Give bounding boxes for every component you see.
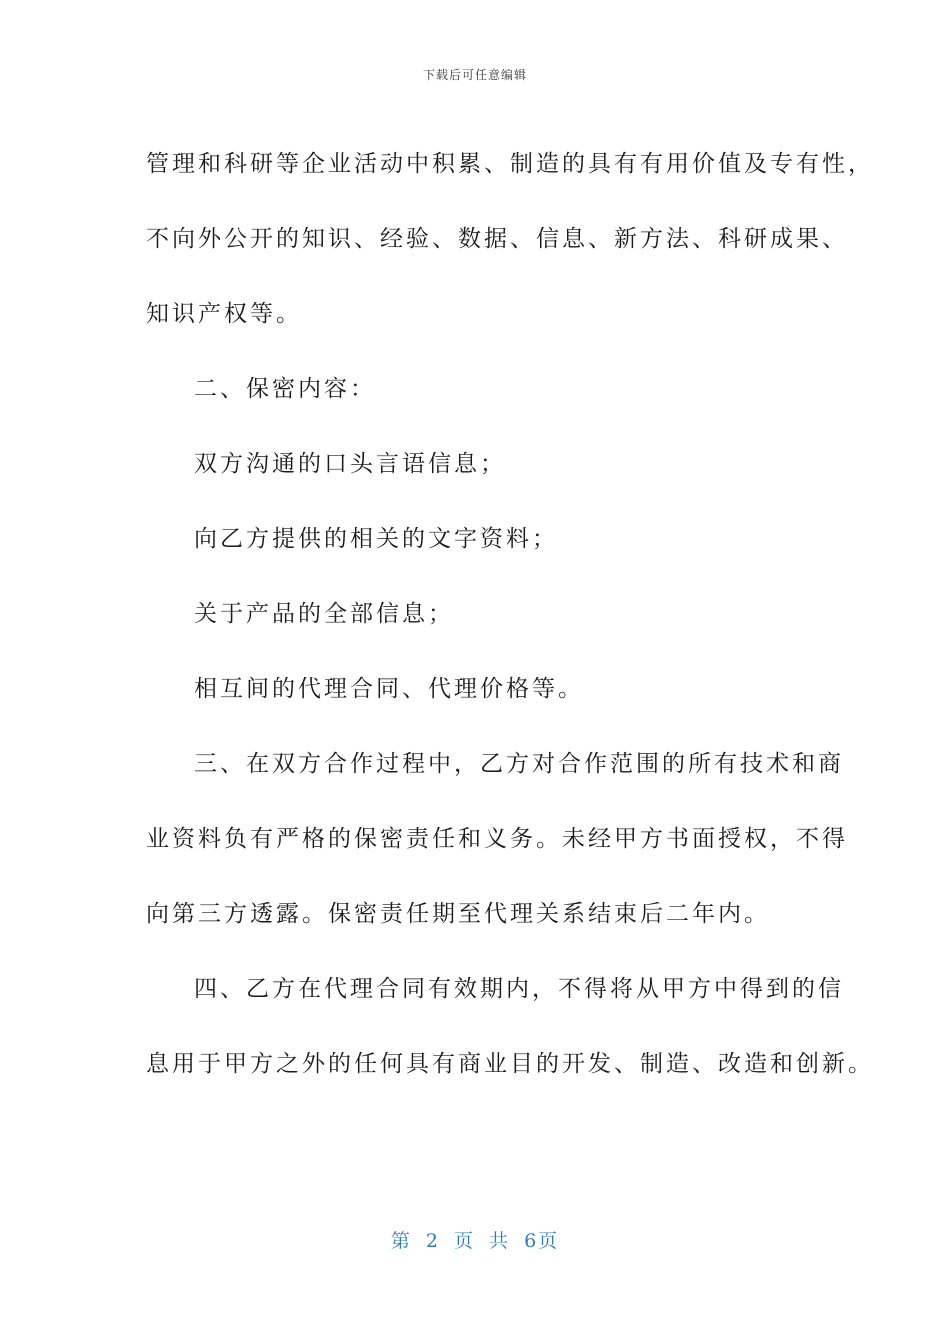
page-number-footer: 第 2 页 共 6页	[390, 1230, 560, 1252]
document-body	[146, 127, 874, 1102]
paragraph-line: 四、乙方在代理合同有效期内，不得将从甲方中得到的信	[194, 976, 844, 1002]
paragraph-line: 知识产权等。	[146, 301, 302, 327]
section-heading: 二、保密内容：	[194, 376, 376, 402]
paragraph-line: 息用于甲方之外的任何具有商业目的开发、制造、改造和创新。	[146, 1051, 874, 1077]
list-item: 相互间的代理合同、代理价格等。	[194, 676, 584, 702]
list-item: 向乙方提供的相关的文字资料；	[194, 526, 558, 552]
list-item: 关于产品的全部信息；	[194, 601, 454, 627]
paragraph-line: 向第三方透露。保密责任期至代理关系结束后二年内。	[146, 901, 770, 927]
page-header: 下载后可任意编辑	[422, 68, 527, 82]
paragraph-line: 不向外公开的知识、经验、数据、信息、新方法、科研成果、	[146, 226, 848, 252]
paragraph-line: 业资料负有严格的保密责任和义务。未经甲方书面授权，不得	[146, 826, 848, 852]
paragraph-line: 管理和科研等企业活动中积累、制造的具有有用价值及专有性，	[146, 151, 874, 177]
paragraph-line: 三、在双方合作过程中，乙方对合作范围的所有技术和商	[194, 751, 844, 777]
list-item: 双方沟通的口头言语信息；	[194, 451, 506, 477]
